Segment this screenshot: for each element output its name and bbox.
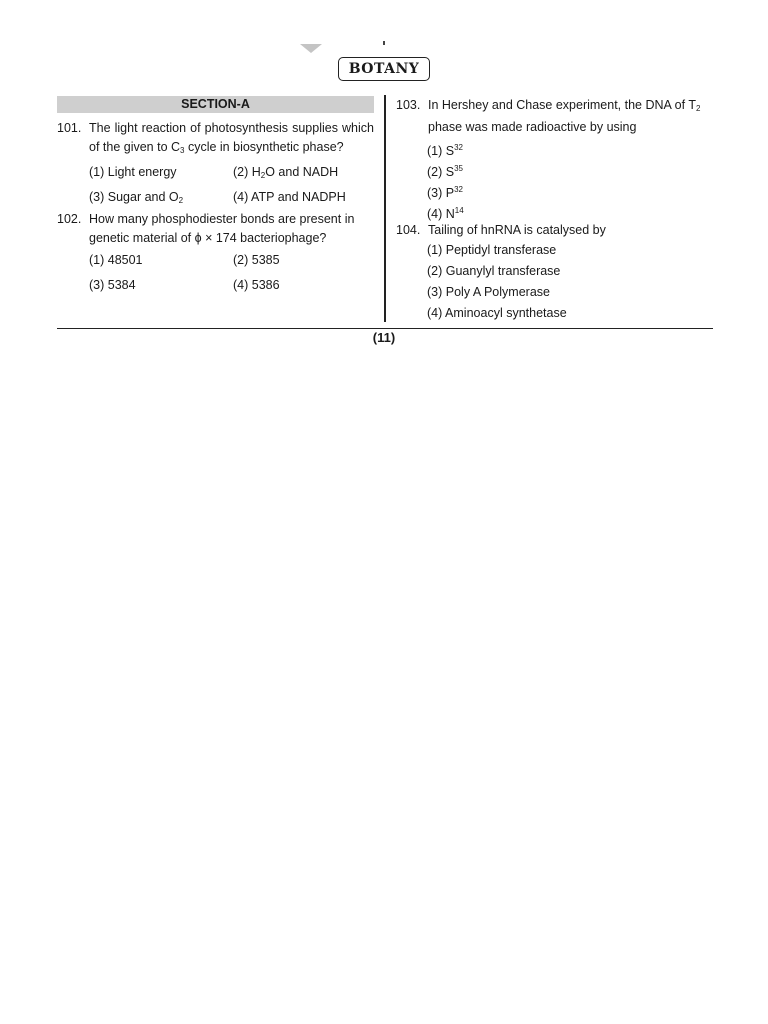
question-number: 104. [396, 223, 421, 237]
question-number: 101. [57, 121, 82, 135]
option-2: (2) $S^{35}$ [427, 164, 463, 179]
question-101-options [89, 160, 374, 210]
question-number: 102. [57, 212, 82, 226]
question-104 [396, 221, 716, 240]
header-triangle-decoration [300, 44, 322, 53]
question-text: Tailing of hnRNA is catalysed by [428, 223, 606, 237]
right-column [396, 96, 716, 324]
question-104-options [427, 240, 716, 324]
page-number: (11) [372, 330, 396, 345]
question-number: 103. [396, 98, 421, 112]
option-2: (2) $H_2O$ and NADH [233, 165, 339, 180]
option-4: (4) Aminoacyl synthetase [427, 306, 567, 320]
option-4: (4) ATP and NADPH [233, 190, 346, 204]
left-column [57, 96, 374, 298]
question-text: How many phosphodiester bonds are present in genetic material of ϕ × 174 bacteriophage? [89, 212, 355, 245]
question-103-options [427, 137, 716, 221]
option-3: (3) $P^{32}$ [427, 185, 463, 200]
option-4: (4) $N^{14}$ [427, 206, 464, 221]
bottom-rule [57, 328, 713, 329]
question-103 [396, 96, 716, 137]
option-2: (2) Guanylyl transferase [427, 264, 561, 278]
option-1: (1) Peptidyl transferase [427, 243, 557, 257]
question-101 [57, 119, 374, 160]
column-divider [384, 95, 386, 322]
option-1: (1) Light energy [89, 165, 177, 179]
subject-title-box: BOTANY [338, 57, 430, 81]
option-1: (1) 48501 [89, 253, 143, 267]
option-3: (3) Sugar and $O_2$ [89, 190, 184, 205]
question-text: The light reaction of photosynthesis supplies which of the given to $C_3$ cycle in biosynthetic phase? [89, 121, 374, 155]
question-text: In Hershey and Chase experiment, the DNA of $T_2$ phase was made radioactive by using [428, 98, 701, 134]
option-4: (4) 5386 [233, 278, 280, 292]
option-1: (1) $S^{32}$ [427, 143, 463, 158]
question-102-options [89, 248, 374, 298]
header-mark [383, 41, 385, 45]
section-title-bar: SECTION-A [57, 96, 374, 113]
option-2: (2) 5385 [233, 253, 280, 267]
question-102 [57, 210, 374, 248]
option-3: (3) 5384 [89, 278, 136, 292]
option-3: (3) Poly A Polymerase [427, 285, 550, 299]
